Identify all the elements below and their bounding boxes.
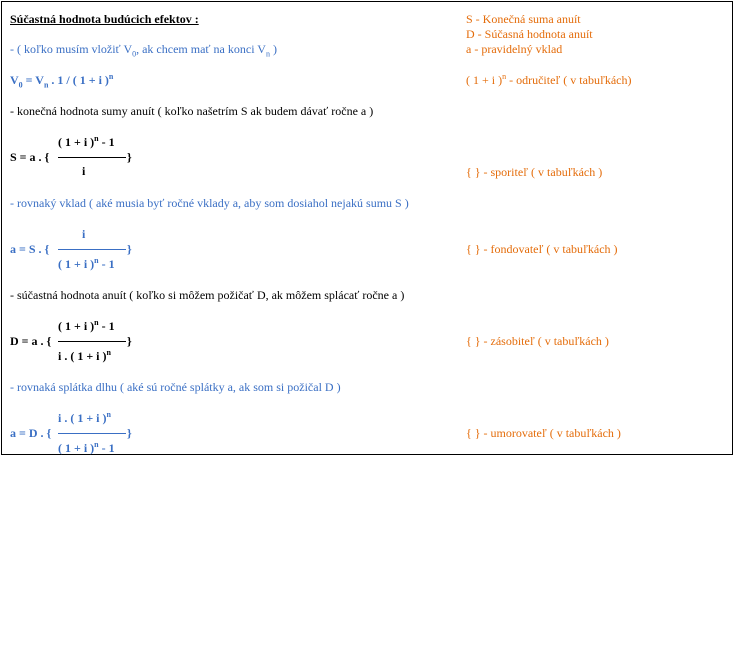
fraction-bar: [58, 157, 126, 158]
legend-d: D - Súčasná hodnota anuít: [466, 27, 593, 41]
desc-zasobitel: - súčastná hodnota anuít ( koľko si môžem požičať D, ak môžem splácať ročne a ): [10, 288, 405, 302]
formula-d-denominator: i . ( 1 + i )$^n$: [58, 348, 111, 363]
formula-a-d-lhs: a = D . {: [10, 426, 52, 440]
formula-s-numerator: ( 1 + i )$^n$ - 1: [58, 134, 115, 149]
label-odrucitel: ( 1 + i )$^n$ - odručiteľ ( v tabuľkách): [466, 72, 632, 87]
formula-s-lhs: S = a . {: [10, 150, 50, 164]
legend-s: S - Konečná suma anuít: [466, 12, 581, 26]
desc-fondovatel: - rovnaký vklad ( aké musia byť ročné vklady a, aby som dosiahol nejakú sumu S ): [10, 196, 409, 210]
formula-d-close: }: [127, 334, 132, 348]
fraction-bar: [58, 433, 126, 434]
formula-d-numerator: ( 1 + i )$^n$ - 1: [58, 318, 115, 333]
label-fondovatel: { } - fondovateľ ( v tabuľkách ): [466, 242, 618, 256]
formula-a-d-numerator: i . ( 1 + i )$^n$: [58, 410, 111, 425]
formula-s-denominator: i: [82, 164, 86, 178]
desc-sporitel: - konečná hodnota sumy anuít ( koľko našetrím S ak budem dávať ročne a ): [10, 104, 374, 118]
formula-s-close: }: [127, 150, 132, 164]
label-umorovatel: { } - umorovateľ ( v tabuľkách ): [466, 426, 621, 440]
desc-umorovatel: - rovnaká splátka dlhu ( aké sú ročné splátky a, ak som si požičal D ): [10, 380, 341, 394]
label-zasobitel: { } - zásobiteľ ( v tabuľkách ): [466, 334, 609, 348]
fraction-bar: [58, 249, 126, 250]
fraction-bar: [58, 341, 126, 342]
formula-a-d-denominator: ( 1 + i )$^n$ - 1: [58, 440, 115, 455]
formula-v0: $V_0 = V_n$ . 1 / ( 1 + i )$^n$: [10, 72, 114, 90]
formula-a-s-numerator: i: [82, 227, 86, 241]
formula-a-s-close: }: [127, 242, 132, 256]
formula-a-s-lhs: a = S . {: [10, 242, 50, 256]
formula-a-s-denominator: ( 1 + i )$^n$ - 1: [58, 256, 115, 271]
formula-d-lhs: D = a . {: [10, 334, 52, 348]
legend-a: a - pravidelný vklad: [466, 42, 563, 56]
formula-sheet: [1, 1, 733, 455]
section-title: Súčastná hodnota budúcich efektov :: [10, 12, 199, 26]
formula-a-d-close: }: [127, 426, 132, 440]
note-v0: - ( koľko musím vložiť $V_0$, ak chcem mať na konci $V_n$ ): [10, 42, 277, 59]
label-sporitel: { } - sporiteľ ( v tabuľkách ): [466, 165, 603, 179]
